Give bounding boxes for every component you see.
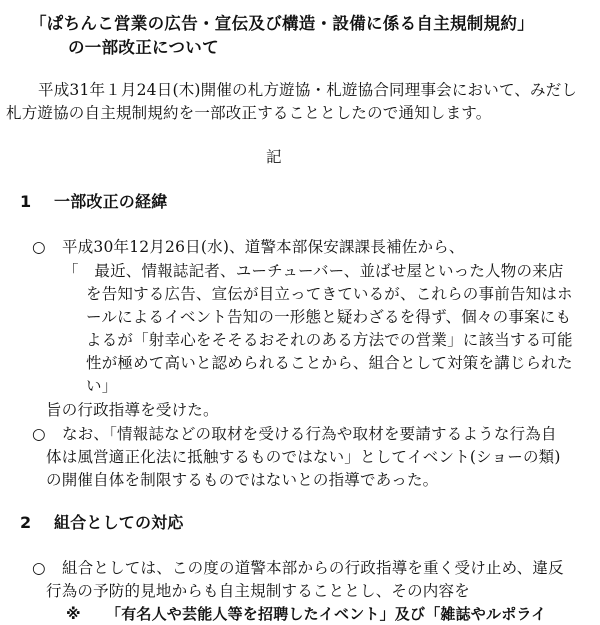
section-1-bullet-1-after: 旨の行政指導を受けた。 xyxy=(46,401,219,419)
quote-line-2: を告知する広告、宣伝が目立ってきているが、これらの事前告知はホ xyxy=(86,285,573,303)
quote-line-1: 「 最近、情報誌記者、ユーチューバー、並ばせ屋といった人物の来店 xyxy=(63,262,564,280)
circle-bullet-icon: ○ xyxy=(32,559,46,577)
section-1-title: 一部改正の経緯 xyxy=(54,192,168,211)
ki-mark: 記 xyxy=(266,148,282,166)
section-2-bullet-1 xyxy=(32,558,564,578)
section-2-note xyxy=(66,604,546,624)
intro-paragraph-line-2: 札方遊協の自主規制規約を一部改正することとしたので通知します。 xyxy=(6,104,492,122)
document-title-line-2: の一部改正について xyxy=(68,38,219,57)
circle-bullet-icon: ○ xyxy=(32,425,46,443)
section-1-heading xyxy=(20,192,167,212)
section-1-bullet-2 xyxy=(32,424,557,444)
section-1-bullet-2-line-2: 体は風営適正化法に抵触するものではない」としてイベント(ショーの類) xyxy=(46,448,561,466)
intro-paragraph-line-1: 平成31年１月24日(木)開催の札方遊協・札遊協合同理事会において、みだし xyxy=(38,81,578,99)
quote-line-4: よるが「射幸心をそそるおそれのある方法での営業」に該当する可能 xyxy=(86,331,573,349)
section-2-bullet-1-line-2: 行為の予防的見地からも自主規制することとし、その内容を xyxy=(46,582,470,600)
section-1-bullet-2-line-1: なお、「情報誌などの取材を受ける行為や取材を要請するような行為自 xyxy=(62,425,557,443)
quote-line-5: 性が極めて高いと認められることから、組合として対策を講じられた xyxy=(86,354,573,372)
reference-mark-icon: ※ xyxy=(66,605,81,623)
quote-line-3: ールによるイベント告知の一形態と疑わざるを得ず、個々の事案にも xyxy=(86,308,572,326)
document-title-line-1: 「ぱちんこ営業の広告・宣伝及び構造・設備に係る自主規制規約」 xyxy=(30,14,534,33)
circle-bullet-icon: ○ xyxy=(32,238,46,256)
section-1-number: 1 xyxy=(20,192,32,211)
section-1-bullet-2-line-3: の開催自体を制限するものではないとの指導であった。 xyxy=(46,471,439,489)
section-1-bullet-1 xyxy=(32,237,465,257)
section-1-bullet-1-text: 平成30年12月26日(水)、道警本部保安課課長補佐から、 xyxy=(62,238,465,256)
section-2-note-text: 「有名人や芸能人等を招聘したイベント」及び「雑誌やルポライ xyxy=(106,605,547,623)
section-2-number: 2 xyxy=(20,513,32,532)
section-2-bullet-1-line-1: 組合としては、この度の道警本部からの行政指導を重く受け止め、違反 xyxy=(62,559,564,577)
section-2-title: 組合としての対応 xyxy=(54,513,184,532)
quote-line-6: い」 xyxy=(86,377,118,395)
section-2-heading xyxy=(20,513,184,533)
